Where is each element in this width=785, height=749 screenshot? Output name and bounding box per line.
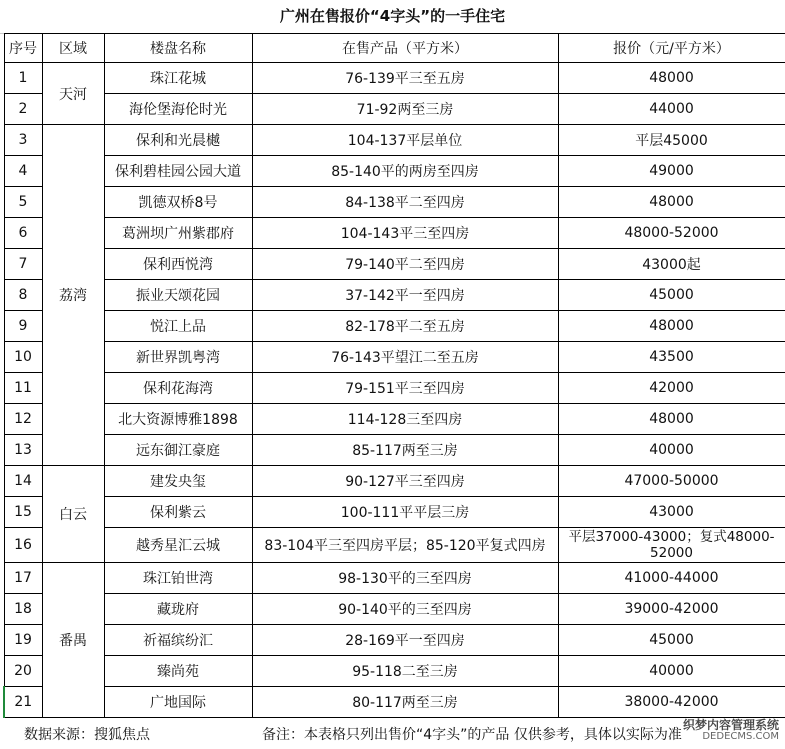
table-row [4, 528, 785, 563]
cell-product: 114-128三至四房 [252, 404, 558, 435]
cell-name: 凯德双桥8号 [104, 187, 252, 218]
cell-price: 45000 [558, 280, 785, 311]
table-row [4, 687, 785, 718]
cell-product: 84-138平二至四房 [252, 187, 558, 218]
table-row [4, 656, 785, 687]
cell-no: 10 [4, 342, 42, 373]
cell-name: 葛洲坝广州紫郡府 [104, 218, 252, 249]
cell-price: 39000-42000 [558, 594, 785, 625]
cell-no: 20 [4, 656, 42, 687]
cell-product: 85-140平的两房至四房 [252, 156, 558, 187]
cell-area: 荔湾 [42, 125, 104, 466]
cell-no: 4 [4, 156, 42, 187]
table-row [4, 625, 785, 656]
table-row [4, 63, 785, 94]
cell-product: 98-130平的三至四房 [252, 563, 558, 594]
cell-price: 48000 [558, 404, 785, 435]
cell-no: 9 [4, 311, 42, 342]
cell-product: 95-118二至三房 [252, 656, 558, 687]
sheet-title: 广州在售报价“4字头”的一手住宅 [0, 0, 785, 34]
table-row [4, 466, 785, 497]
cell-price: 43000 [558, 497, 785, 528]
header-row [4, 34, 785, 63]
cell-price: 40000 [558, 656, 785, 687]
cell-price: 49000 [558, 156, 785, 187]
cell-product: 76-143平望江二至五房 [252, 342, 558, 373]
table-row [4, 94, 785, 125]
cell-area: 番禺 [42, 563, 104, 718]
table-row [4, 373, 785, 404]
cell-name: 北大资源博雅1898 [104, 404, 252, 435]
header-no: 序号 [4, 34, 42, 63]
cell-price: 44000 [558, 94, 785, 125]
watermark-line2: DEDECMS.COM [702, 731, 779, 742]
header-product: 在售产品（平方米） [252, 34, 558, 63]
cell-no: 7 [4, 249, 42, 280]
cell-price: 40000 [558, 435, 785, 466]
cell-no: 17 [4, 563, 42, 594]
cell-price: 43500 [558, 342, 785, 373]
cell-no: 8 [4, 280, 42, 311]
table-row [4, 156, 785, 187]
cell-name: 祈福缤纷汇 [104, 625, 252, 656]
cell-price: 平层45000 [558, 125, 785, 156]
cell-price: 48000-52000 [558, 218, 785, 249]
cell-no: 11 [4, 373, 42, 404]
watermark [683, 719, 779, 743]
cell-name: 建发央玺 [104, 466, 252, 497]
table-row [4, 280, 785, 311]
cell-no: 15 [4, 497, 42, 528]
price-table [3, 33, 785, 718]
cell-no: 21 [4, 687, 42, 718]
footnote: 备注：本表格只列出售价“4字头”的产品 仅供参考，具体以实际为准 [262, 727, 682, 743]
cell-price: 48000 [558, 187, 785, 218]
cell-no: 3 [4, 125, 42, 156]
cell-price: 45000 [558, 625, 785, 656]
cell-name: 藏珑府 [104, 594, 252, 625]
cell-name: 远东御江豪庭 [104, 435, 252, 466]
cell-price: 47000-50000 [558, 466, 785, 497]
cell-name: 保利花海湾 [104, 373, 252, 404]
cell-no: 14 [4, 466, 42, 497]
cell-product: 37-142平一至四房 [252, 280, 558, 311]
table-row [4, 435, 785, 466]
header-name: 楼盘名称 [104, 34, 252, 63]
table-row [4, 342, 785, 373]
cell-name: 保利碧桂园公园大道 [104, 156, 252, 187]
cell-price: 48000 [558, 63, 785, 94]
header-price: 报价（元/平方米） [558, 34, 785, 63]
cell-name: 保利西悦湾 [104, 249, 252, 280]
cell-price: 38000-42000 [558, 687, 785, 718]
cell-no: 13 [4, 435, 42, 466]
cell-product: 80-117两至三房 [252, 687, 558, 718]
cell-no: 1 [4, 63, 42, 94]
table-row [4, 404, 785, 435]
cell-product: 82-178平二至五房 [252, 311, 558, 342]
cell-name: 悦江上品 [104, 311, 252, 342]
cell-price: 43000起 [558, 249, 785, 280]
cell-area: 白云 [42, 466, 104, 563]
table-row [4, 249, 785, 280]
cell-name: 保利和光晨樾 [104, 125, 252, 156]
cell-name: 保利紫云 [104, 497, 252, 528]
cell-product: 100-111平平层三房 [252, 497, 558, 528]
cell-product: 28-169平一至四房 [252, 625, 558, 656]
cell-product: 71-92两至三房 [252, 94, 558, 125]
cell-name: 珠江铂世湾 [104, 563, 252, 594]
table-row [4, 563, 785, 594]
header-area: 区域 [42, 34, 104, 63]
cell-no: 19 [4, 625, 42, 656]
table-row [4, 218, 785, 249]
cell-product: 85-117两至三房 [252, 435, 558, 466]
table-row [4, 187, 785, 218]
cell-product: 83-104平三至四房平层；85-120平复式四房 [252, 528, 558, 563]
table-row [4, 594, 785, 625]
cell-product: 90-140平的三至四房 [252, 594, 558, 625]
cell-product: 79-140平二至四房 [252, 249, 558, 280]
cell-no: 5 [4, 187, 42, 218]
cell-no: 6 [4, 218, 42, 249]
cell-product: 104-143平三至四房 [252, 218, 558, 249]
cell-no: 2 [4, 94, 42, 125]
cell-name: 珠江花城 [104, 63, 252, 94]
cell-price: 48000 [558, 311, 785, 342]
cell-product: 104-137平层单位 [252, 125, 558, 156]
footer [0, 718, 785, 749]
data-source: 数据来源：搜狐焦点 [24, 727, 150, 743]
table-row [4, 497, 785, 528]
cell-name: 振业天颂花园 [104, 280, 252, 311]
cell-name: 广地国际 [104, 687, 252, 718]
table-body [4, 63, 785, 718]
table-row [4, 311, 785, 342]
cell-price: 平层37000-43000；复式48000-52000 [558, 528, 785, 563]
table-row [4, 125, 785, 156]
cell-price: 41000-44000 [558, 563, 785, 594]
cell-no: 12 [4, 404, 42, 435]
watermark-line1: 织梦内容管理系统 [682, 718, 779, 732]
cell-product: 79-151平三至四房 [252, 373, 558, 404]
cell-product: 90-127平三至四房 [252, 466, 558, 497]
cell-area: 天河 [42, 63, 104, 125]
cell-price: 42000 [558, 373, 785, 404]
cell-name: 臻尚苑 [104, 656, 252, 687]
cell-name: 新世界凯粤湾 [104, 342, 252, 373]
cell-product: 76-139平三至五房 [252, 63, 558, 94]
cell-no: 18 [4, 594, 42, 625]
cell-no: 16 [4, 528, 42, 563]
cell-name: 越秀星汇云城 [104, 528, 252, 563]
cell-name: 海伦堡海伦时光 [104, 94, 252, 125]
